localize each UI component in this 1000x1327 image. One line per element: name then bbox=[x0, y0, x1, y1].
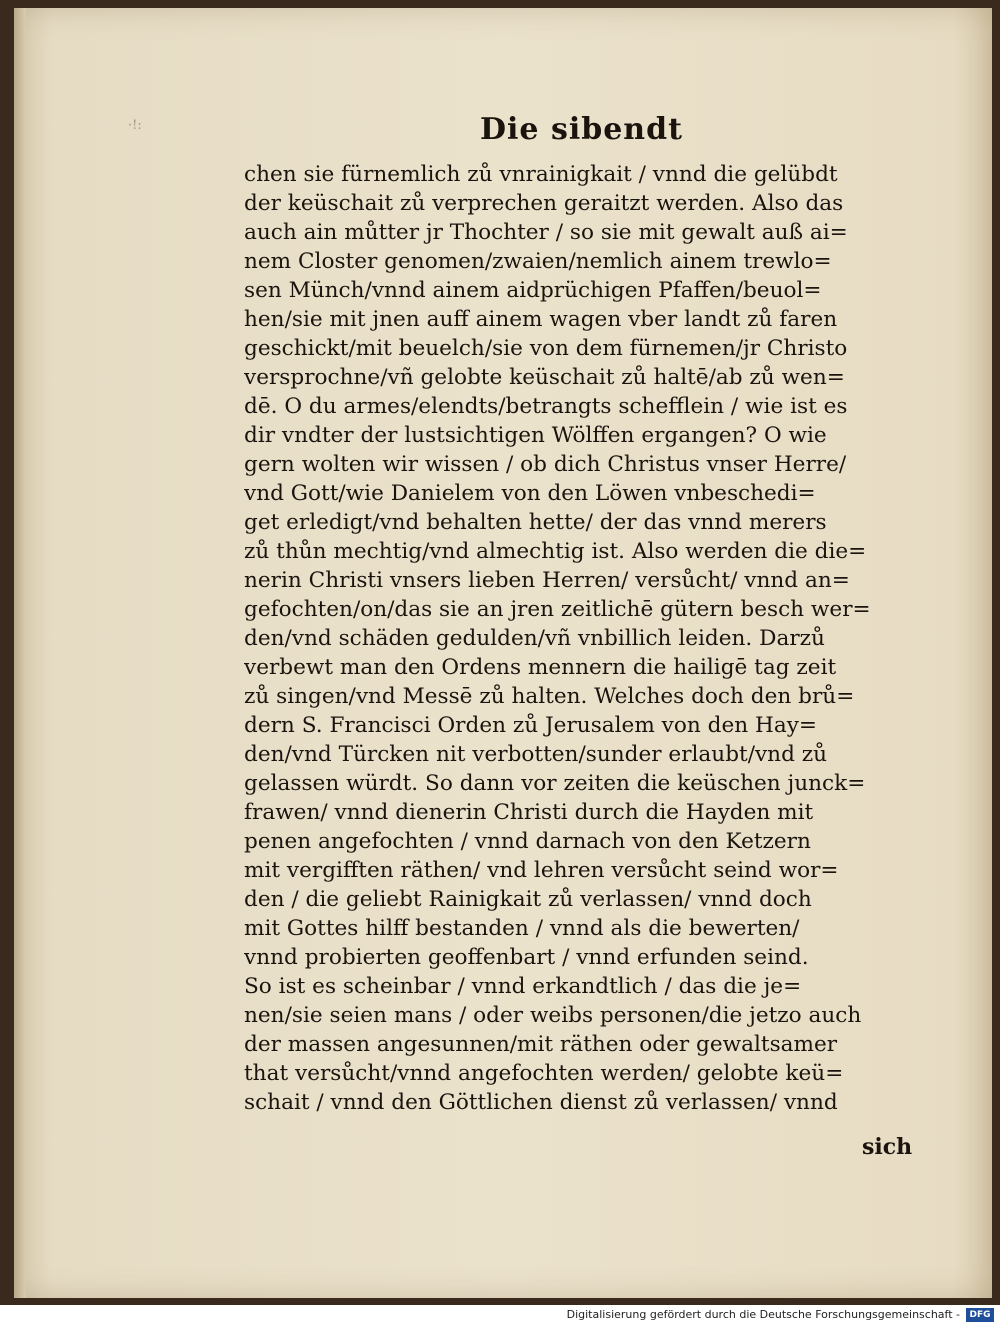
footer-bar bbox=[0, 1305, 1000, 1327]
text-line: der keüschait zů verprechen geraitzt werden. Also das bbox=[244, 191, 844, 216]
catchword: sich bbox=[862, 1134, 913, 1160]
text-line: sen Münch/vnnd ainem aidprüchigen Pfaffen/beuol= bbox=[244, 278, 822, 303]
text-line: schait / vnnd den Göttlichen dienst zů verlassen/ vnnd bbox=[244, 1090, 838, 1115]
text-line: den/vnd schäden gedulden/vñ vnbillich leiden. Darzů bbox=[244, 626, 825, 651]
text-line: So ist es scheinbar / vnnd erkandtlich / das die je= bbox=[244, 974, 802, 999]
text-line: gelassen würdt. So dann vor zeiten die keüschen junck= bbox=[244, 771, 866, 796]
text-line: nem Closter genomen/zwaien/nemlich ainem trewlo= bbox=[244, 249, 832, 274]
dfg-logo-icon: DFG bbox=[966, 1308, 994, 1322]
text-line: geschickt/mit beuelch/sie von dem fürnemen/jr Christo bbox=[244, 336, 848, 361]
text-line: nen/sie seien mans / oder weibs personen/die jetzo auch bbox=[244, 1003, 862, 1028]
marginal-note: ·!: bbox=[128, 118, 142, 133]
text-line: nerin Christi vnsers lieben Herren/ versůcht/ vnnd an= bbox=[244, 568, 850, 593]
page-heading: Die sibendt bbox=[480, 112, 683, 147]
text-line: verbewt man den Ordens mennern die hailigē tag zeit bbox=[244, 655, 837, 680]
body-text bbox=[244, 160, 924, 1117]
text-line: mit vergifften räthen/ vnd lehren versůcht seind wor= bbox=[244, 858, 839, 883]
text-line: penen angefochten / vnnd darnach von den Ketzern bbox=[244, 829, 811, 854]
text-line: den/vnd Türcken nit verbotten/sunder erlaubt/vnd zů bbox=[244, 742, 828, 767]
text-line: versprochne/vñ gelobte keüschait zů haltē/ab zů wen= bbox=[244, 365, 845, 390]
funding-credit: Digitalisierung gefördert durch die Deutsche Forschungsgemeinschaft - bbox=[566, 1308, 960, 1321]
text-line: gern wolten wir wissen / ob dich Christus vnser Herre/ bbox=[244, 452, 847, 477]
text-line: hen/sie mit jnen auff ainem wagen vber landt zů faren bbox=[244, 307, 838, 332]
text-line: dē. O du armes/elendts/betrangts schefflein / wie ist es bbox=[244, 394, 848, 419]
text-line: mit Gottes hilff bestanden / vnnd als die bewerten/ bbox=[244, 916, 800, 941]
text-line: chen sie fürnemlich zů vnrainigkait / vnnd die gelübdt bbox=[244, 162, 838, 187]
text-line: zů thůn mechtig/vnd almechtig ist. Also werden die die= bbox=[244, 539, 867, 564]
text-line: gefochten/on/das sie an jren zeitlichē gütern besch wer= bbox=[244, 597, 871, 622]
text-line: dir vndter der lustsichtigen Wölffen ergangen? O wie bbox=[244, 423, 827, 448]
text-line: zů singen/vnd Messē zů halten. Welches doch den brů= bbox=[244, 684, 855, 709]
text-line: auch ain můtter jr Thochter / so sie mit gewalt auß ai= bbox=[244, 220, 848, 245]
text-line: vnnd probierten geoffenbart / vnnd erfunden seind. bbox=[244, 945, 809, 970]
text-line: get erledigt/vnd behalten hette/ der das vnnd merers bbox=[244, 510, 827, 535]
text-line: der massen angesunnen/mit räthen oder gewaltsamer bbox=[244, 1032, 838, 1057]
text-line: vnd Gott/wie Danielem von den Löwen vnbeschedi= bbox=[244, 481, 816, 506]
text-line: frawen/ vnnd dienerin Christi durch die Hayden mit bbox=[244, 800, 814, 825]
page-gutter bbox=[14, 8, 26, 1298]
text-line: den / die geliebt Rainigkait zů verlassen/ vnnd doch bbox=[244, 887, 812, 912]
text-line: that versůcht/vnnd angefochten werden/ gelobte keü= bbox=[244, 1061, 844, 1086]
text-line: dern S. Francisci Orden zů Jerusalem von den Hay= bbox=[244, 713, 818, 738]
